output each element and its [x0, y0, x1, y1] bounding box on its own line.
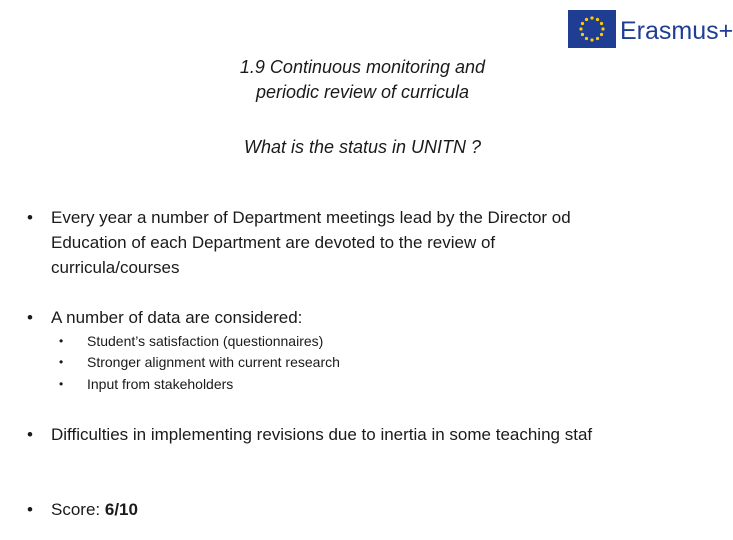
bullet-marker: • [27, 500, 33, 519]
eu-star [581, 22, 584, 25]
sub-bullet-1-text: Student’s satisfaction (questionnaires) [87, 333, 324, 349]
sub-bullet-3-text: Input from stakeholders [87, 376, 234, 392]
sub-bullet-marker: • [59, 377, 64, 391]
sub-bullet-2-text: Stronger alignment with current research [87, 354, 340, 370]
bullet-marker: • [27, 208, 33, 227]
eu-star [585, 37, 588, 40]
bullet-3-text: Difficulties in implementing revisions due to inertia in some teaching staf [51, 425, 593, 444]
eu-star [585, 18, 588, 21]
erasmus-logo [568, 10, 733, 52]
bullet-1-line-1: Every year a number of Department meetings lead by the Director od [51, 208, 571, 227]
slide-title [140, 55, 585, 105]
bullet-1-line-2: Education of each Department are devoted to the review of [51, 233, 496, 252]
sub-bullet-marker: • [59, 355, 64, 369]
eu-star [590, 16, 593, 19]
score-label: Score: [51, 500, 105, 519]
bullet-2-text: A number of data are considered: [51, 308, 303, 327]
eu-star [596, 18, 599, 21]
eu-star [600, 33, 603, 36]
bullet-4-text [51, 497, 138, 522]
sub-bullet-marker: • [59, 334, 64, 348]
eu-star [581, 33, 584, 36]
bullet-1-text [51, 205, 691, 280]
score-value: 6/10 [104, 500, 138, 519]
title-line-1: 1.9 Continuous monitoring and [239, 57, 486, 77]
eu-star [579, 27, 582, 30]
eu-star [600, 22, 603, 25]
eu-flag-icon [568, 10, 616, 48]
title-line-2: periodic review of curricula [255, 82, 470, 102]
bullet-1-line-3: curricula/courses [51, 258, 180, 277]
eu-star [596, 37, 599, 40]
slide-question: What is the status in UNITN ? [243, 137, 482, 157]
bullet-marker: • [27, 308, 33, 327]
bullet-marker: • [27, 425, 33, 444]
erasmus-logo-text: Erasmus+ [620, 17, 733, 45]
eu-star [601, 27, 604, 30]
eu-star [590, 38, 593, 41]
